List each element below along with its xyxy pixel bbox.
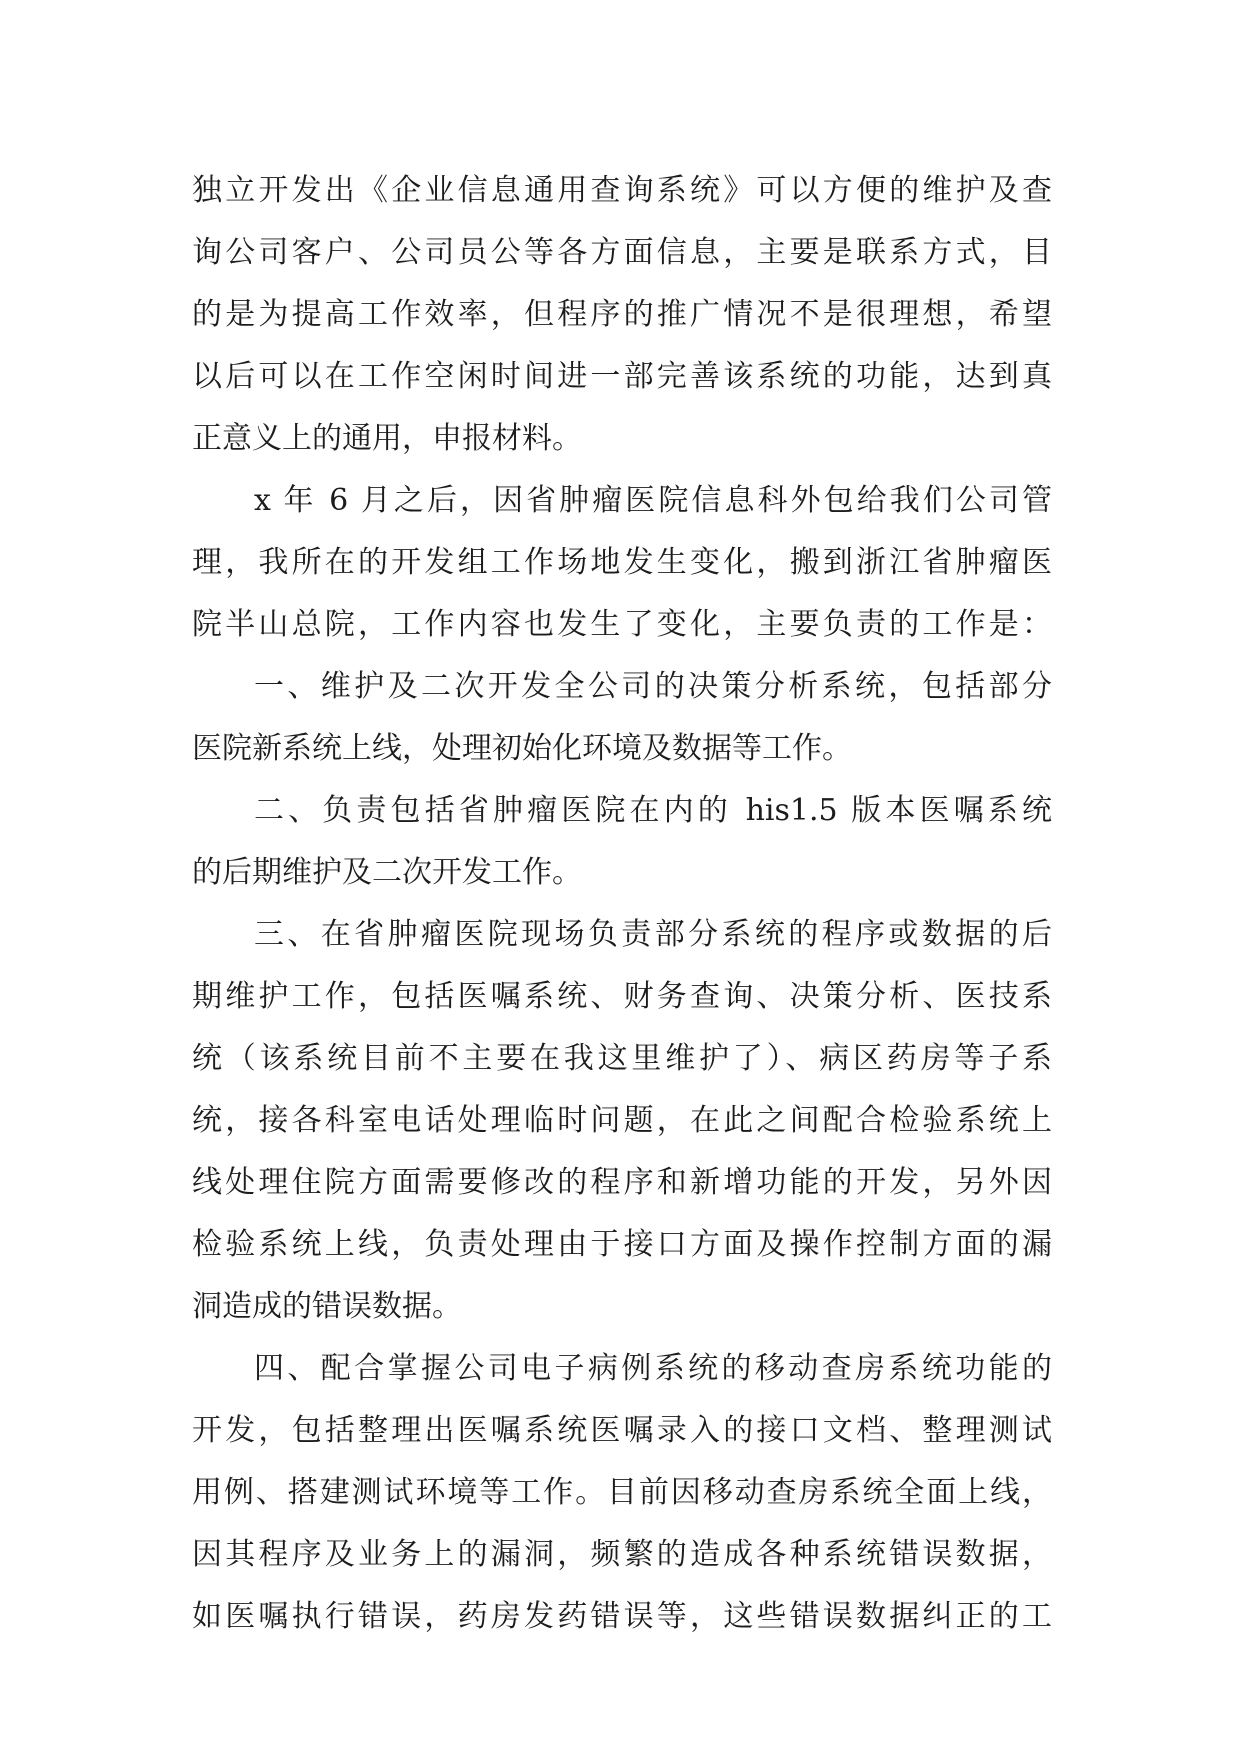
text-line: 统（该系统目前不主要在我这里维护了）、病区药房等子系 [192,1041,1052,1076]
document-body [192,160,1052,1648]
paragraph-first-line: 一、维护及二次开发全公司的决策分析系统，包括部分 [254,669,1052,704]
text-line: 独立开发出《企业信息通用查询系统》可以方便的维护及查 [192,173,1052,208]
text-line: 用例、搭建测试环境等工作。目前因移动查房系统全面上线， [192,1475,1052,1510]
text-line: 线处理住院方面需要修改的程序和新增功能的开发，另外因 [192,1165,1052,1200]
text-line: 医院新系统上线，处理初始化环境及数据等工作。 [192,731,852,766]
text-line: 院半山总院，工作内容也发生了变化，主要负责的工作是： [192,607,1052,642]
text-line: 理，我所在的开发组工作场地发生变化，搬到浙江省肿瘤医 [192,545,1052,580]
text-line: 开发，包括整理出医嘱系统医嘱录入的接口文档、整理测试 [192,1413,1052,1448]
text-line: 期维护工作，包括医嘱系统、财务查询、决策分析、医技系 [192,979,1052,1014]
text-line: 询公司客户、公司员公等各方面信息，主要是联系方式，目 [192,235,1052,270]
paragraph-first-line: 三、在省肿瘤医院现场负责部分系统的程序或数据的后 [254,917,1052,952]
text-line: 如医嘱执行错误，药房发药错误等，这些错误数据纠正的工 [192,1599,1052,1634]
paragraph-first-line: 四、配合掌握公司电子病例系统的移动查房系统功能的 [254,1351,1052,1386]
text-line: 因其程序及业务上的漏洞，频繁的造成各种系统错误数据， [192,1537,1052,1572]
text-line: 正意义上的通用，申报材料。 [192,421,582,456]
text-line: 洞造成的错误数据。 [192,1289,462,1324]
paragraph-first-line: x 年 6 月之后，因省肿瘤医院信息科外包给我们公司管 [254,483,1052,518]
text-line: 以后可以在工作空闲时间进一部完善该系统的功能，达到真 [192,359,1052,394]
text-line: 的后期维护及二次开发工作。 [192,855,582,890]
text-line: 的是为提高工作效率，但程序的推广情况不是很理想，希望 [192,297,1052,332]
paragraph-first-line: 二、负责包括省肿瘤医院在内的 his1.5 版本医嘱系统 [254,793,1052,828]
text-line: 检验系统上线，负责处理由于接口方面及操作控制方面的漏 [192,1227,1052,1262]
text-line: 统，接各科室电话处理临时问题，在此之间配合检验系统上 [192,1103,1052,1138]
